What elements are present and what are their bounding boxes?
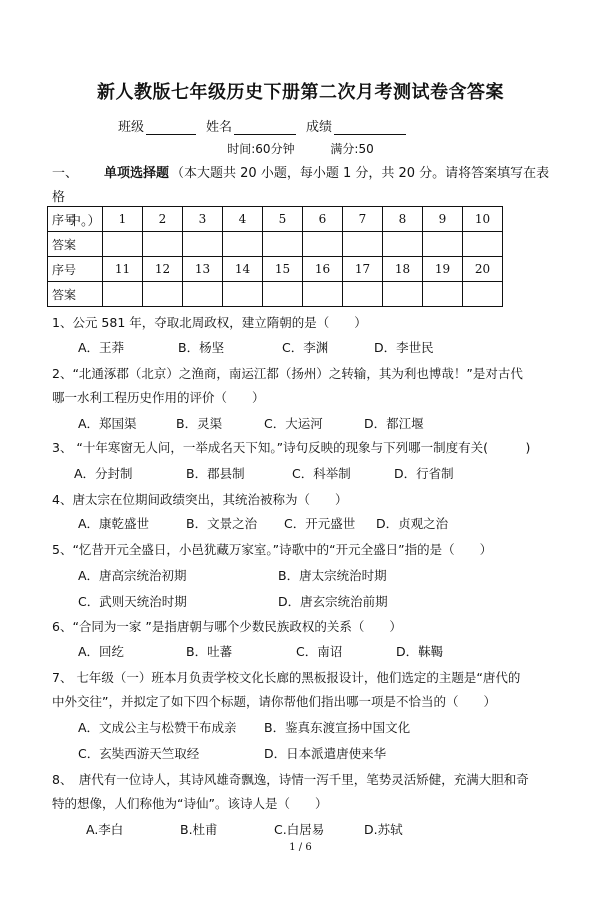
option-a[interactable]: A．唐高宗统治初期 (78, 568, 187, 583)
option-d[interactable]: D．靺鞨 (396, 644, 444, 659)
seq-label: 序号 (48, 257, 103, 282)
answer-cell[interactable] (263, 282, 303, 307)
seq-cell: 2 (143, 207, 183, 232)
seq-cell: 17 (343, 257, 383, 282)
question-stem: 5、“忆昔开元全盛日，小邑犹藏万家室。”诗歌中的“开元全盛日”指的是（ ） (52, 542, 493, 557)
option-a[interactable]: A．康乾盛世 (78, 516, 150, 531)
table-row-seq-2 (48, 257, 503, 282)
page-number: 1 / 6 (289, 842, 312, 853)
answer-cell[interactable] (183, 282, 223, 307)
time-line (0, 140, 601, 157)
seq-cell: 13 (183, 257, 223, 282)
answer-cell[interactable] (223, 282, 263, 307)
answer-cell[interactable] (143, 282, 183, 307)
answer-cell[interactable] (103, 232, 143, 257)
question-stem: 3、 “十年寒窗无人问，一举成名天下知。”诗句反映的现象与下列哪一制度有关( ) (52, 440, 531, 455)
seq-cell: 10 (463, 207, 503, 232)
answer-cell[interactable] (263, 232, 303, 257)
question-stem: 1、公元 581 年，夺取北周政权，建立隋朝的是（ ） (52, 315, 367, 330)
score-blank[interactable] (334, 122, 406, 135)
seq-cell: 18 (383, 257, 423, 282)
answer-cell[interactable] (423, 232, 463, 257)
answer-label: 答案 (48, 282, 103, 307)
answer-cell[interactable] (383, 232, 423, 257)
option-d[interactable]: D．唐玄宗统治前期 (278, 594, 388, 609)
question-6-options (78, 640, 443, 664)
section-number: 一、 (52, 166, 79, 181)
answer-label: 答案 (48, 232, 103, 257)
exam-title: 新人教版七年级历史下册第二次月考测试卷含答案 (97, 82, 504, 103)
seq-cell: 16 (303, 257, 343, 282)
option-c[interactable]: C．开元盛世 (284, 516, 356, 531)
section-instruction-2: 中。） (68, 214, 101, 229)
answer-cell[interactable] (343, 282, 383, 307)
name-label: 姓名 (206, 120, 233, 135)
option-c[interactable]: C.白居易 (274, 822, 325, 837)
question-6 (52, 615, 557, 639)
option-a[interactable]: A．王莽 (78, 340, 125, 355)
option-d[interactable]: D．日本派遣唐使来华 (264, 746, 387, 761)
seq-cell: 19 (423, 257, 463, 282)
seq-cell: 20 (463, 257, 503, 282)
question-5-options-row2 (78, 590, 388, 614)
table-row-answer-2 (48, 282, 503, 307)
option-a[interactable]: A.李白 (86, 822, 124, 837)
question-3 (52, 436, 557, 460)
option-c[interactable]: C．李渊 (282, 340, 329, 355)
seq-cell: 14 (223, 257, 263, 282)
section-title: 单项选择题 (104, 166, 170, 181)
section-instruction-1: （本大题共 20 小题，每小题 1 分，共 20 分。请将答案填写在表格 (52, 166, 550, 205)
seq-cell: 3 (183, 207, 223, 232)
option-b[interactable]: B．唐太宗统治时期 (278, 568, 387, 583)
question-5-options-row1 (78, 564, 387, 588)
option-c[interactable]: C．南诏 (296, 644, 343, 659)
answer-cell[interactable] (143, 232, 183, 257)
question-stem-cont: 特的想像，人们称他为“诗仙”。该诗人是（ ） (52, 796, 328, 811)
seq-cell: 5 (263, 207, 303, 232)
option-d[interactable]: D．都江堰 (364, 416, 424, 431)
option-b[interactable]: B．杨坚 (178, 340, 225, 355)
option-d[interactable]: D．行省制 (394, 466, 454, 481)
option-b[interactable]: B．文景之治 (186, 516, 258, 531)
question-7 (52, 666, 557, 714)
seq-cell: 9 (423, 207, 463, 232)
student-info-line (118, 116, 416, 135)
question-8-options (86, 818, 403, 842)
seq-cell: 7 (343, 207, 383, 232)
question-7-options-row1 (78, 716, 410, 740)
answer-table (47, 206, 503, 307)
score-label: 成绩 (306, 120, 333, 135)
table-row-seq-1 (48, 207, 503, 232)
question-1-options (78, 336, 434, 360)
option-d[interactable]: D.苏轼 (364, 822, 403, 837)
question-7-options-row2 (78, 742, 386, 766)
seq-cell: 15 (263, 257, 303, 282)
seq-cell: 6 (303, 207, 343, 232)
question-1 (52, 311, 557, 335)
question-stem: 8、 唐代有一位诗人，其诗风雄奇飘逸，诗情一泻千里，笔势灵活矫健，充满大胆和奇 (52, 772, 529, 787)
seq-cell: 1 (103, 207, 143, 232)
option-c[interactable]: C．大运河 (264, 416, 323, 431)
option-c[interactable]: C．武则天统治时期 (78, 594, 187, 609)
answer-cell[interactable] (303, 232, 343, 257)
exam-duration: 时间:60分钟 (227, 142, 295, 156)
option-a[interactable]: A．文成公主与松赞干布成亲 (78, 720, 237, 735)
question-stem-cont: 中外交往”，并拟定了如下四个标题，请你帮他们指出哪一项是不恰当的（ ） (52, 694, 496, 709)
question-2-options (78, 412, 424, 436)
question-8 (52, 768, 557, 816)
class-label: 班级 (118, 120, 145, 135)
answer-cell[interactable] (343, 232, 383, 257)
table-row-answer-1 (48, 232, 503, 257)
question-stem-cont: 哪一水利工程历史作用的评价（ ） (52, 390, 265, 405)
question-stem: 4、唐太宗在位期间政绩突出，其统治被称为（ ） (52, 492, 348, 507)
question-4 (52, 488, 557, 512)
answer-cell[interactable] (463, 282, 503, 307)
option-a[interactable]: A．分封制 (74, 466, 133, 481)
option-c[interactable]: C．科举制 (292, 466, 351, 481)
seq-cell: 11 (103, 257, 143, 282)
question-4-options (78, 512, 448, 536)
question-stem: 7、 七年级（一）班本月负责学校文化长廊的黑板报设计，他们选定的主题是“唐代的 (52, 670, 521, 685)
option-a[interactable]: A．回纥 (78, 644, 125, 659)
seq-cell: 4 (223, 207, 263, 232)
option-b[interactable]: B．灵渠 (176, 416, 223, 431)
class-blank[interactable] (146, 122, 196, 135)
option-a[interactable]: A．郑国渠 (78, 416, 137, 431)
option-d[interactable]: D．贞观之治 (376, 516, 449, 531)
answer-cell[interactable] (183, 232, 223, 257)
question-3-options (74, 462, 454, 486)
option-b[interactable]: B．鉴真东渡宣扬中国文化 (264, 720, 411, 735)
question-stem: 2、“北通涿郡（北京）之渔商，南运江都（扬州）之转输，其为利也博哉！”是对古代 (52, 366, 523, 381)
option-b[interactable]: B．郡县制 (186, 466, 245, 481)
answer-cell[interactable] (103, 282, 143, 307)
answer-cell[interactable] (383, 282, 423, 307)
option-c[interactable]: C．玄奘西游天竺取经 (78, 746, 200, 761)
question-5 (52, 538, 557, 562)
answer-cell[interactable] (463, 232, 503, 257)
answer-cell[interactable] (223, 232, 263, 257)
name-blank[interactable] (234, 122, 296, 135)
seq-label: 序号 (48, 207, 103, 232)
answer-cell[interactable] (423, 282, 463, 307)
seq-cell: 12 (143, 257, 183, 282)
question-stem: 6、“合同为一家 ”是指唐朝与哪个少数民族政权的关系（ ） (52, 619, 402, 634)
question-2 (52, 362, 557, 410)
option-d[interactable]: D．李世民 (374, 340, 434, 355)
option-b[interactable]: B．吐蕃 (186, 644, 233, 659)
full-marks: 满分:50 (330, 142, 374, 156)
seq-cell: 8 (383, 207, 423, 232)
option-b[interactable]: B.杜甫 (180, 822, 218, 837)
answer-cell[interactable] (303, 282, 343, 307)
